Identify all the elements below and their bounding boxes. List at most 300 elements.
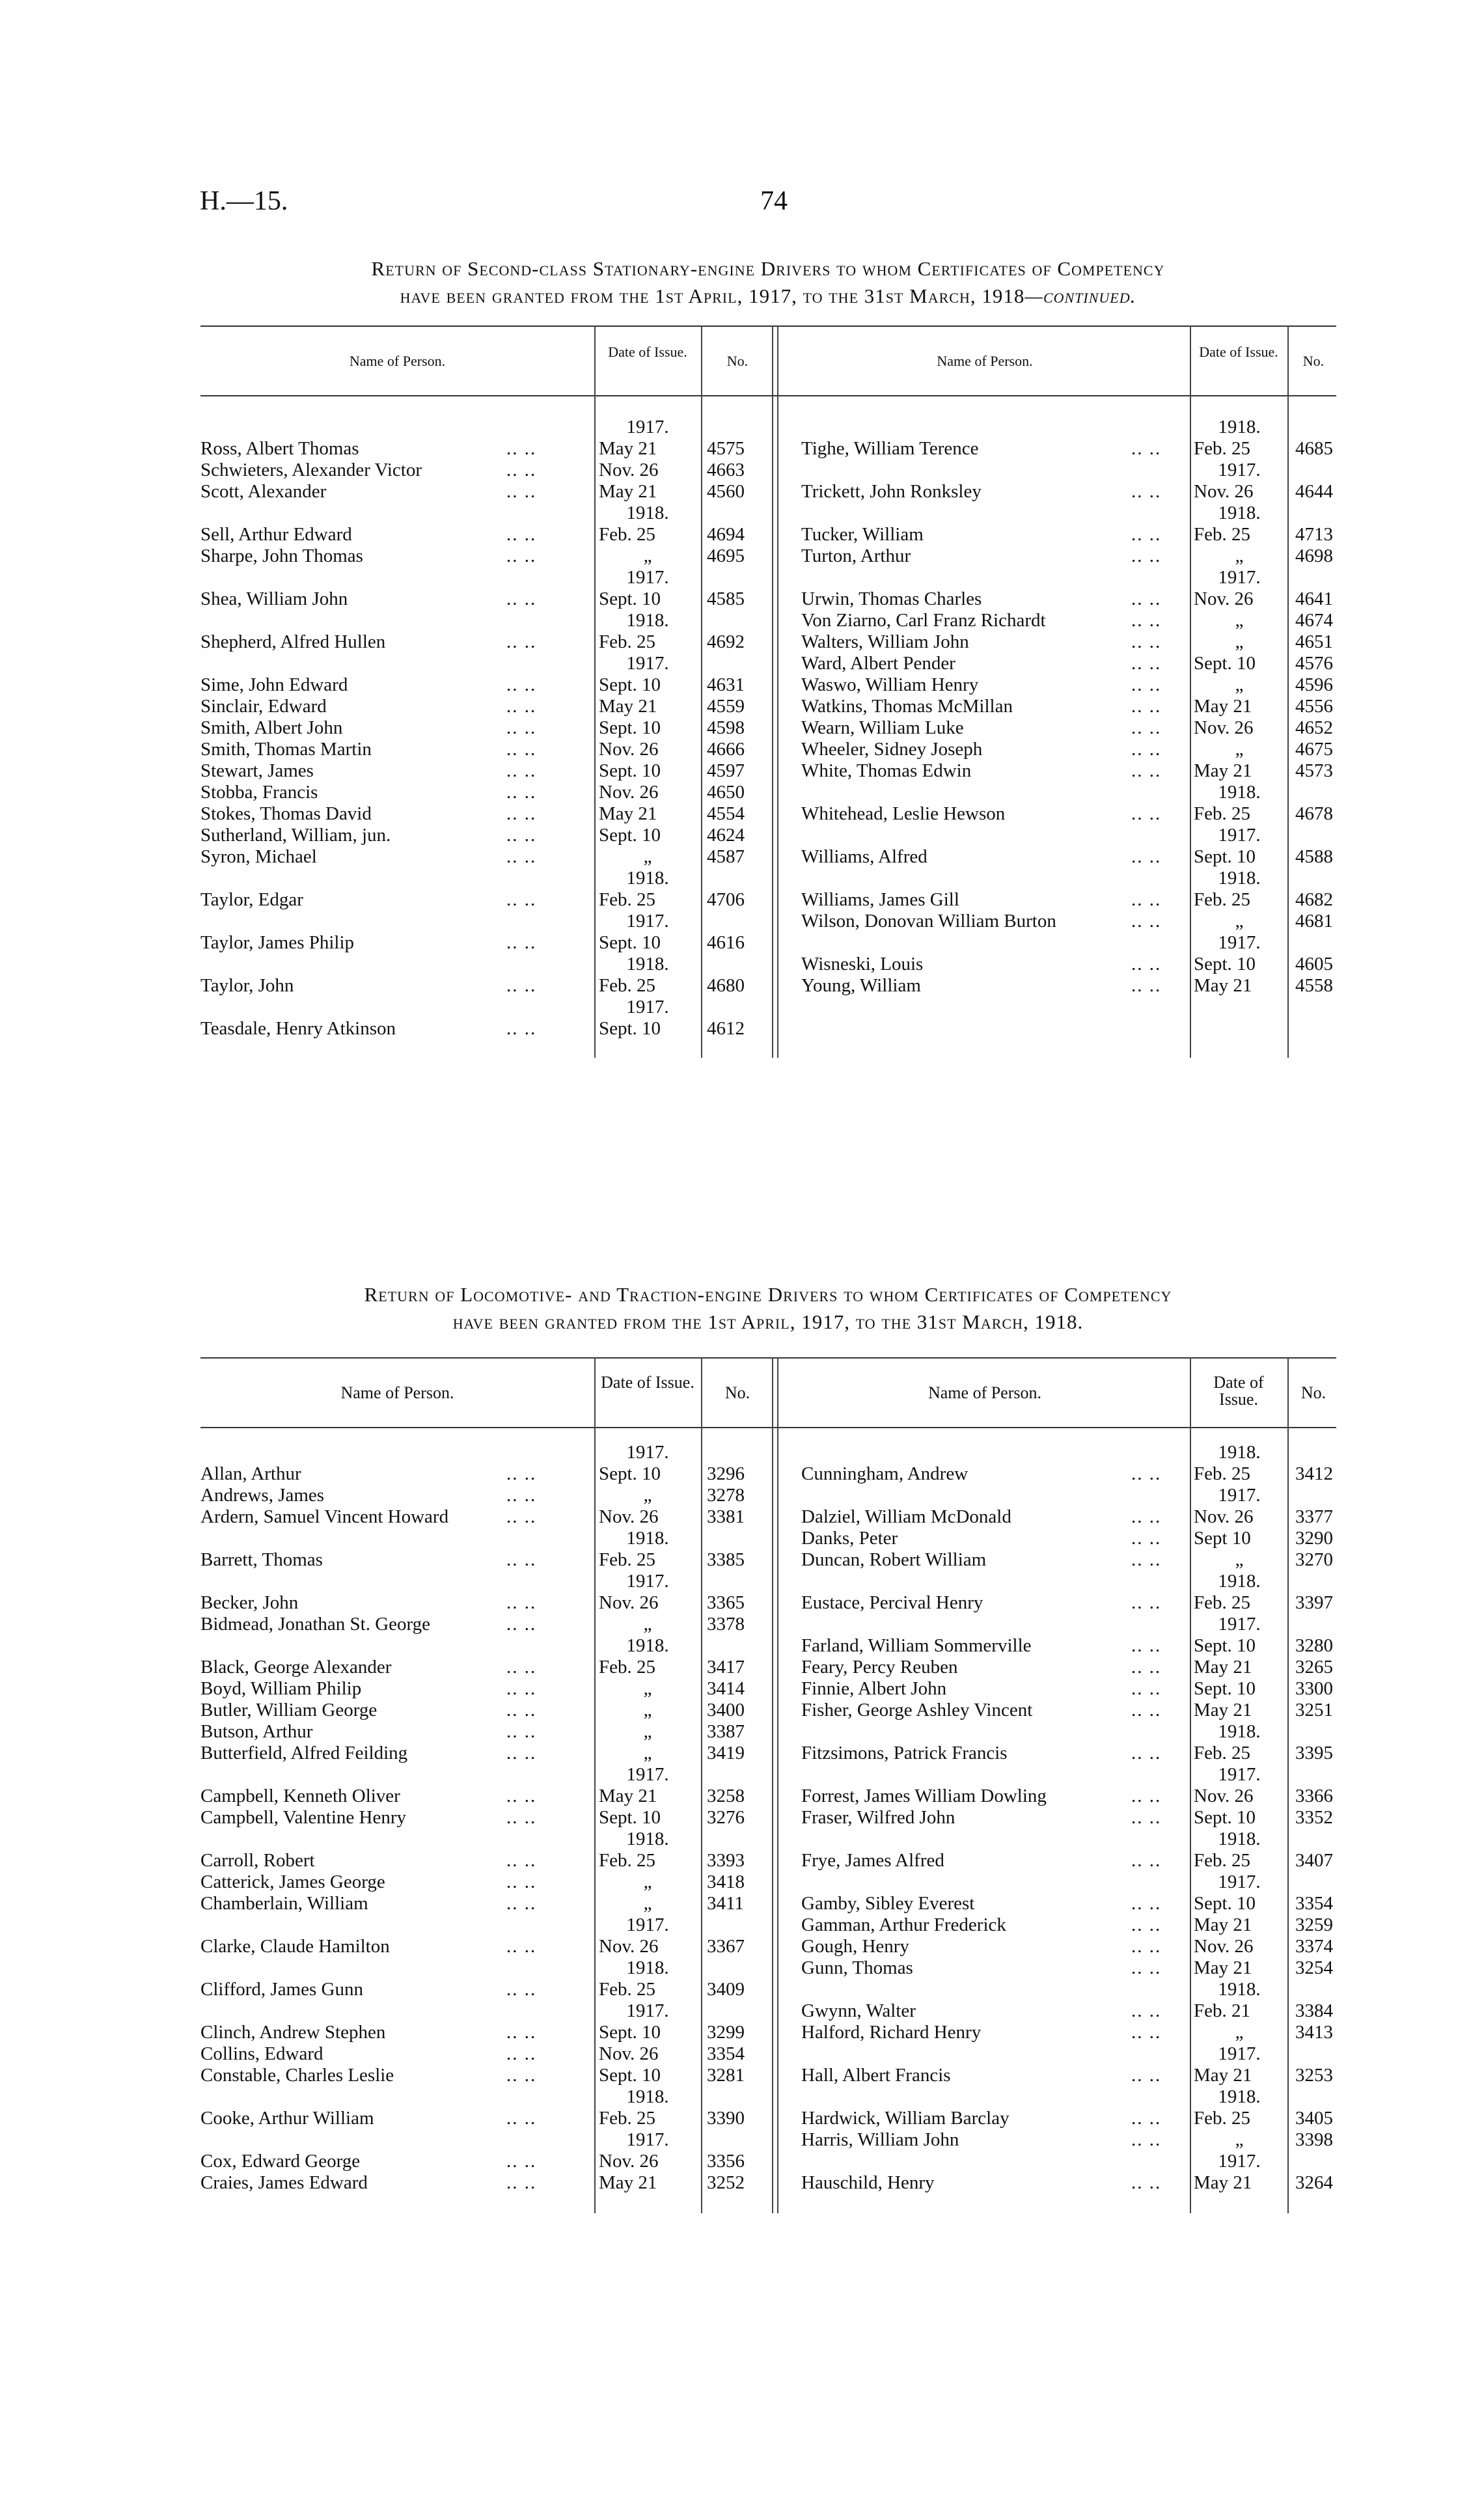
person-name: Campbell, Kenneth Oliver bbox=[200, 1786, 400, 1806]
leader-dots: .. .. bbox=[1131, 610, 1162, 631]
leader-dots: .. .. bbox=[506, 1786, 537, 1806]
person-name: Farland, William Sommerville bbox=[801, 1635, 1032, 1656]
certificate-number: 3405 bbox=[1295, 2108, 1333, 2129]
leader-dots: .. .. bbox=[1131, 1786, 1162, 1806]
leader-dots: .. .. bbox=[506, 1850, 537, 1871]
certificate-number: 3281 bbox=[707, 2065, 745, 2086]
issue-date: Feb. 25 bbox=[599, 524, 655, 545]
person-name: Von Ziarno, Carl Franz Richardt bbox=[801, 610, 1046, 631]
person-name: Barrett, Thomas bbox=[200, 1549, 323, 1570]
certificate-number: 3270 bbox=[1295, 1549, 1333, 1570]
person-name: Wheeler, Sidney Joseph bbox=[801, 739, 983, 760]
leader-dots: .. .. bbox=[1131, 846, 1162, 867]
person-name: Halford, Richard Henry bbox=[801, 2022, 982, 2043]
stationary-title-line2: have been granted from the 1st April, 1917, to the 31st March, 1918 bbox=[400, 284, 1025, 307]
person-name: Duncan, Robert William bbox=[801, 1549, 987, 1570]
certificate-number: 4652 bbox=[1295, 717, 1333, 738]
issue-date: Sept. 10 bbox=[1194, 1678, 1256, 1699]
locomotive-col-name-right: Name of Person. bbox=[928, 1383, 1041, 1402]
issue-date: „ bbox=[1235, 2022, 1244, 2043]
person-name: Cunningham, Andrew bbox=[801, 1463, 969, 1484]
locomotive-title-line1: Return of Locomotive- and Traction-engine Drivers to whom Certificates of Competency bbox=[364, 1283, 1172, 1306]
certificate-number: 4631 bbox=[707, 674, 745, 695]
year-heading: 1917. bbox=[1218, 1614, 1261, 1635]
person-name: Chamberlain, William bbox=[200, 1893, 368, 1914]
year-heading: 1918. bbox=[1218, 1979, 1261, 2000]
leader-dots: .. .. bbox=[506, 717, 537, 738]
issue-date: „ bbox=[643, 1893, 652, 1914]
leader-dots: .. .. bbox=[506, 2172, 537, 2193]
person-name: Urwin, Thomas Charles bbox=[801, 588, 982, 609]
person-name: Butler, William George bbox=[200, 1700, 378, 1720]
leader-dots: .. .. bbox=[506, 846, 537, 867]
person-name: Cooke, Arthur William bbox=[200, 2108, 374, 2129]
person-name: Shea, William John bbox=[200, 588, 348, 609]
leader-dots: .. .. bbox=[506, 2043, 537, 2064]
year-heading: 1917. bbox=[1218, 460, 1261, 480]
person-name: Turton, Arthur bbox=[801, 546, 911, 566]
certificate-number: 3384 bbox=[1295, 2000, 1333, 2021]
leader-dots: .. .. bbox=[1131, 1893, 1162, 1914]
certificate-number: 4596 bbox=[1295, 674, 1333, 695]
leader-dots: .. .. bbox=[506, 1485, 537, 1506]
issue-date: Feb. 25 bbox=[1194, 889, 1250, 910]
year-heading: 1917. bbox=[626, 1914, 669, 1935]
leader-dots: .. .. bbox=[1131, 438, 1162, 459]
locomotive-col-no-left: No. bbox=[724, 1383, 750, 1402]
person-name: Walters, William John bbox=[801, 631, 969, 652]
issue-date: „ bbox=[643, 1614, 652, 1635]
certificate-number: 3411 bbox=[707, 1893, 744, 1914]
leader-dots: .. .. bbox=[506, 739, 537, 760]
leader-dots: .. .. bbox=[1131, 1678, 1162, 1699]
certificate-number: 4573 bbox=[1295, 760, 1333, 781]
locomotive-col-name-left: Name of Person. bbox=[340, 1383, 454, 1402]
person-name: Finnie, Albert John bbox=[801, 1678, 947, 1699]
certificate-number: 4554 bbox=[707, 803, 745, 824]
certificate-number: 3397 bbox=[1295, 1592, 1333, 1613]
leader-dots: .. .. bbox=[1131, 1657, 1162, 1678]
leader-dots: .. .. bbox=[506, 1936, 537, 1957]
year-heading: 1918. bbox=[626, 503, 669, 523]
issue-date: Sept. 10 bbox=[599, 2022, 661, 2043]
leader-dots: .. .. bbox=[1131, 674, 1162, 695]
issue-date: Sept. 10 bbox=[1194, 954, 1256, 974]
certificate-number: 3280 bbox=[1295, 1635, 1333, 1656]
year-heading: 1917. bbox=[1218, 932, 1261, 953]
person-name: Wearn, William Luke bbox=[801, 717, 964, 738]
certificate-number: 4651 bbox=[1295, 631, 1333, 652]
issue-date: Sept. 10 bbox=[1194, 1893, 1256, 1914]
issue-date: „ bbox=[1235, 610, 1244, 631]
person-name: Catterick, James George bbox=[200, 1872, 385, 1892]
issue-date: Feb. 25 bbox=[599, 631, 655, 652]
year-heading: 1918. bbox=[1218, 1829, 1261, 1849]
person-name: Young, William bbox=[801, 975, 921, 996]
certificate-number: 3409 bbox=[707, 1979, 745, 2000]
certificate-number: 3258 bbox=[707, 1786, 745, 1806]
person-name: Ardern, Samuel Vincent Howard bbox=[200, 1506, 449, 1527]
certificate-number: 3253 bbox=[1295, 2065, 1333, 2086]
certificate-number: 4650 bbox=[707, 782, 745, 803]
certificate-number: 3300 bbox=[1295, 1678, 1333, 1699]
leader-dots: .. .. bbox=[1131, 1592, 1162, 1613]
person-name: Stokes, Thomas David bbox=[200, 803, 372, 824]
certificate-number: 4680 bbox=[707, 975, 745, 996]
person-name: Bidmead, Jonathan St. George bbox=[200, 1614, 431, 1635]
issue-date: Feb. 25 bbox=[1194, 1592, 1250, 1613]
issue-date: „ bbox=[1235, 546, 1244, 566]
certificate-number: 3390 bbox=[707, 2108, 745, 2129]
locomotive-col-date-left: Date of Issue. bbox=[601, 1373, 694, 1392]
issue-date: Sept. 10 bbox=[599, 825, 661, 846]
page-number: 74 bbox=[760, 186, 788, 216]
leader-dots: .. .. bbox=[506, 1893, 537, 1914]
certificate-number: 3412 bbox=[1295, 1463, 1333, 1484]
certificate-number: 4624 bbox=[707, 825, 745, 846]
person-name: Craies, James Edward bbox=[200, 2172, 368, 2193]
year-heading: 1918. bbox=[626, 868, 669, 889]
issue-date: Feb. 21 bbox=[1194, 2000, 1250, 2021]
year-heading: 1918. bbox=[626, 2086, 669, 2107]
leader-dots: .. .. bbox=[1131, 1549, 1162, 1570]
issue-date: Feb. 25 bbox=[1194, 803, 1250, 824]
certificate-number: 3278 bbox=[707, 1485, 745, 1506]
stationary-col-date-right: Date of Issue. bbox=[1199, 344, 1278, 360]
leader-dots: .. .. bbox=[506, 1506, 537, 1527]
issue-date: Nov. 26 bbox=[1194, 588, 1254, 609]
person-name: Feary, Percy Reuben bbox=[801, 1657, 958, 1678]
certificate-number: 4663 bbox=[707, 460, 745, 480]
issue-date: Nov. 26 bbox=[1194, 1786, 1254, 1806]
certificate-number: 4692 bbox=[707, 631, 745, 652]
issue-date: Nov. 26 bbox=[1194, 1506, 1254, 1527]
locomotive-title-line2: have been granted from the 1st April, 1917, to the 31st March, 1918. bbox=[452, 1310, 1084, 1333]
certificate-number: 4576 bbox=[1295, 653, 1333, 674]
person-name: Sime, John Edward bbox=[200, 674, 348, 695]
leader-dots: .. .. bbox=[1131, 889, 1162, 910]
issue-date: Sept. 10 bbox=[1194, 653, 1256, 674]
issue-date: Sept 10 bbox=[1194, 1528, 1251, 1549]
issue-date: May 21 bbox=[1194, 1914, 1252, 1935]
issue-date: May 21 bbox=[599, 481, 657, 502]
certificate-number: 3385 bbox=[707, 1549, 745, 1570]
person-name: Butterfield, Alfred Feilding bbox=[200, 1743, 408, 1763]
person-name: Taylor, John bbox=[200, 975, 294, 996]
year-heading: 1918. bbox=[1218, 503, 1261, 523]
certificate-number: 3254 bbox=[1295, 1957, 1333, 1978]
certificate-number: 3407 bbox=[1295, 1850, 1333, 1871]
certificate-number: 3259 bbox=[1295, 1914, 1333, 1935]
issue-date: May 21 bbox=[599, 696, 657, 717]
year-heading: 1917. bbox=[1218, 567, 1261, 588]
issue-date: Nov. 26 bbox=[1194, 1936, 1254, 1957]
stationary-col-no-left: No. bbox=[726, 353, 749, 369]
person-name: Black, George Alexander bbox=[200, 1657, 392, 1678]
certificate-number: 3378 bbox=[707, 1614, 745, 1635]
person-name: Danks, Peter bbox=[801, 1528, 898, 1549]
leader-dots: .. .. bbox=[1131, 739, 1162, 760]
issue-date: Feb. 25 bbox=[1194, 524, 1250, 545]
person-name: Gwynn, Walter bbox=[801, 2000, 916, 2021]
issue-date: Nov. 26 bbox=[599, 2043, 659, 2064]
person-name: Clifford, James Gunn bbox=[200, 1979, 363, 2000]
leader-dots: .. .. bbox=[1131, 1635, 1162, 1656]
issue-date: Feb. 25 bbox=[599, 2108, 655, 2129]
person-name: Cox, Edward George bbox=[200, 2151, 361, 2172]
issue-date: „ bbox=[643, 1721, 652, 1742]
person-name: Carroll, Robert bbox=[200, 1850, 315, 1871]
year-heading: 1918. bbox=[1218, 417, 1261, 437]
person-name: Tucker, William bbox=[801, 524, 924, 545]
certificate-number: 4597 bbox=[707, 760, 745, 781]
year-heading: 1918. bbox=[1218, 1721, 1261, 1742]
issue-date: Sept. 10 bbox=[599, 717, 661, 738]
certificate-number: 4558 bbox=[1295, 975, 1333, 996]
certificate-number: 3393 bbox=[707, 1850, 745, 1871]
issue-date: Sept. 10 bbox=[599, 1807, 661, 1828]
leader-dots: .. .. bbox=[506, 1463, 537, 1484]
leader-dots: .. .. bbox=[1131, 1850, 1162, 1871]
certificate-number: 4685 bbox=[1295, 438, 1333, 459]
issue-date: Nov. 26 bbox=[1194, 481, 1254, 502]
certificate-number: 4675 bbox=[1295, 739, 1333, 760]
stationary-table bbox=[200, 325, 1336, 1061]
person-name: Smith, Thomas Martin bbox=[200, 739, 372, 760]
issue-date: „ bbox=[643, 1743, 652, 1763]
certificate-number: 3413 bbox=[1295, 2022, 1333, 2043]
leader-dots: .. .. bbox=[506, 438, 537, 459]
person-name: Campbell, Valentine Henry bbox=[200, 1807, 406, 1828]
leader-dots: .. .. bbox=[506, 1678, 537, 1699]
leader-dots: .. .. bbox=[1131, 760, 1162, 781]
certificate-number: 4674 bbox=[1295, 610, 1333, 631]
issue-date: Nov. 26 bbox=[599, 739, 659, 760]
person-name: Syron, Michael bbox=[200, 846, 317, 867]
certificate-number: 3352 bbox=[1295, 1807, 1333, 1828]
leader-dots: .. .. bbox=[506, 2065, 537, 2086]
leader-dots: .. .. bbox=[1131, 975, 1162, 996]
leader-dots: .. .. bbox=[506, 1872, 537, 1892]
leader-dots: .. .. bbox=[506, 1721, 537, 1742]
certificate-number: 4559 bbox=[707, 696, 745, 717]
year-heading: 1918. bbox=[626, 1957, 669, 1978]
leader-dots: .. .. bbox=[506, 1018, 537, 1039]
person-name: Stobba, Francis bbox=[200, 782, 318, 803]
locomotive-title bbox=[186, 1281, 1351, 1336]
person-name: Teasdale, Henry Atkinson bbox=[200, 1018, 396, 1039]
leader-dots: .. .. bbox=[1131, 1743, 1162, 1763]
leader-dots: .. .. bbox=[1131, 954, 1162, 974]
certificate-number: 3251 bbox=[1295, 1700, 1333, 1720]
person-name: Hall, Albert Francis bbox=[801, 2065, 951, 2086]
person-name: Waswo, William Henry bbox=[801, 674, 979, 695]
person-name: Hauschild, Henry bbox=[801, 2172, 935, 2193]
person-name: Constable, Charles Leslie bbox=[200, 2065, 394, 2086]
leader-dots: .. .. bbox=[1131, 2129, 1162, 2150]
person-name: Andrews, James bbox=[200, 1485, 325, 1506]
leader-dots: .. .. bbox=[506, 696, 537, 717]
person-name: Scott, Alexander bbox=[200, 481, 327, 502]
person-name: Sell, Arthur Edward bbox=[200, 524, 352, 545]
issue-date: Feb. 25 bbox=[1194, 1850, 1250, 1871]
issue-date: Nov. 26 bbox=[599, 1506, 659, 1527]
issue-date: „ bbox=[643, 1872, 652, 1892]
person-name: Hardwick, William Barclay bbox=[801, 2108, 1010, 2129]
certificate-number: 4678 bbox=[1295, 803, 1333, 824]
issue-date: May 21 bbox=[1194, 2065, 1252, 2086]
year-heading: 1917. bbox=[626, 997, 669, 1017]
person-name: Whitehead, Leslie Hewson bbox=[801, 803, 1006, 824]
certificate-number: 4698 bbox=[1295, 546, 1333, 566]
leader-dots: .. .. bbox=[1131, 1957, 1162, 1978]
issue-date: Feb. 25 bbox=[599, 1657, 655, 1678]
person-name: Shepherd, Alfred Hullen bbox=[200, 631, 386, 652]
certificate-number: 3356 bbox=[707, 2151, 745, 2172]
certificate-number: 3377 bbox=[1295, 1506, 1333, 1527]
issue-date: „ bbox=[1235, 1549, 1244, 1570]
certificate-number: 3265 bbox=[1295, 1657, 1333, 1678]
leader-dots: .. .. bbox=[506, 674, 537, 695]
issue-date: Sept. 10 bbox=[599, 760, 661, 781]
year-heading: 1917. bbox=[1218, 1764, 1261, 1785]
issue-date: „ bbox=[1235, 674, 1244, 695]
issue-date: Sept. 10 bbox=[599, 674, 661, 695]
year-heading: 1917. bbox=[626, 1571, 669, 1592]
issue-date: Feb. 25 bbox=[1194, 438, 1250, 459]
year-heading: 1917. bbox=[626, 1442, 669, 1463]
issue-date: Sept. 10 bbox=[599, 1463, 661, 1484]
leader-dots: .. .. bbox=[1131, 588, 1162, 609]
leader-dots: .. .. bbox=[1131, 1463, 1162, 1484]
leader-dots: .. .. bbox=[1131, 1807, 1162, 1828]
issue-date: Nov. 26 bbox=[599, 2151, 659, 2172]
person-name: Wisneski, Louis bbox=[801, 954, 924, 974]
year-heading: 1917. bbox=[1218, 1485, 1261, 1506]
person-name: Ward, Albert Pender bbox=[801, 653, 955, 674]
certificate-number: 3296 bbox=[707, 1463, 745, 1484]
person-name: Taylor, James Philip bbox=[200, 932, 355, 953]
leader-dots: .. .. bbox=[1131, 631, 1162, 652]
certificate-number: 4695 bbox=[707, 546, 745, 566]
stationary-col-name-left: Name of Person. bbox=[349, 353, 446, 369]
certificate-number: 3418 bbox=[707, 1872, 745, 1892]
leader-dots: .. .. bbox=[506, 1549, 537, 1570]
leader-dots: .. .. bbox=[1131, 2172, 1162, 2193]
leader-dots: .. .. bbox=[506, 1592, 537, 1613]
stationary-title-continued: —continued. bbox=[1024, 284, 1136, 307]
issue-date: Nov. 26 bbox=[599, 782, 659, 803]
issue-date: „ bbox=[643, 546, 652, 566]
year-heading: 1918. bbox=[626, 1528, 669, 1549]
certificate-number: 4706 bbox=[707, 889, 745, 910]
issue-date: Feb. 25 bbox=[599, 1850, 655, 1871]
year-heading: 1918. bbox=[626, 1635, 669, 1656]
person-name: Collins, Edward bbox=[200, 2043, 323, 2064]
person-name: Eustace, Percival Henry bbox=[801, 1592, 983, 1613]
person-name: Becker, John bbox=[200, 1592, 299, 1613]
leader-dots: .. .. bbox=[506, 2108, 537, 2129]
person-name: Forrest, James William Dowling bbox=[801, 1786, 1047, 1806]
issue-date: May 21 bbox=[1194, 975, 1252, 996]
stationary-col-name-right: Name of Person. bbox=[937, 353, 1033, 369]
certificate-number: 4575 bbox=[707, 438, 745, 459]
issue-date: „ bbox=[1235, 911, 1244, 932]
person-name: Gough, Henry bbox=[801, 1936, 909, 1957]
certificate-number: 4682 bbox=[1295, 889, 1333, 910]
certificate-number: 3381 bbox=[707, 1506, 745, 1527]
person-name: Sutherland, William, jun. bbox=[200, 825, 391, 846]
person-name: Boyd, William Philip bbox=[200, 1678, 362, 1699]
certificate-number: 3264 bbox=[1295, 2172, 1333, 2193]
certificate-number: 4612 bbox=[707, 1018, 745, 1039]
year-heading: 1918. bbox=[1218, 1571, 1261, 1592]
person-name: Allan, Arthur bbox=[200, 1463, 301, 1484]
leader-dots: .. .. bbox=[506, 782, 537, 803]
person-name: Stewart, James bbox=[200, 760, 314, 781]
person-name: Gamby, Sibley Everest bbox=[801, 1893, 975, 1914]
year-heading: 1918. bbox=[626, 610, 669, 631]
person-name: White, Thomas Edwin bbox=[801, 760, 972, 781]
certificate-number: 4644 bbox=[1295, 481, 1333, 502]
issue-date: Sept. 10 bbox=[599, 932, 661, 953]
certificate-number: 4556 bbox=[1295, 696, 1333, 717]
leader-dots: .. .. bbox=[1131, 2108, 1162, 2129]
issue-date: May 21 bbox=[1194, 1657, 1252, 1678]
leader-dots: .. .. bbox=[506, 1700, 537, 1720]
year-heading: 1917. bbox=[626, 1764, 669, 1785]
stationary-col-date-left: Date of Issue. bbox=[608, 344, 687, 360]
certificate-number: 3387 bbox=[707, 1721, 745, 1742]
leader-dots: .. .. bbox=[1131, 2022, 1162, 2043]
certificate-number: 4694 bbox=[707, 524, 745, 545]
leader-dots: .. .. bbox=[1131, 1506, 1162, 1527]
leader-dots: .. .. bbox=[1131, 1528, 1162, 1549]
year-heading: 1917. bbox=[1218, 825, 1261, 846]
person-name: Wilson, Donovan William Burton bbox=[801, 911, 1056, 932]
leader-dots: .. .. bbox=[1131, 803, 1162, 824]
issue-date: Feb. 25 bbox=[1194, 1463, 1250, 1484]
year-heading: 1917. bbox=[1218, 2151, 1261, 2172]
leader-dots: .. .. bbox=[1131, 2065, 1162, 2086]
issue-date: Feb. 25 bbox=[1194, 2108, 1250, 2129]
certificate-number: 3354 bbox=[1295, 1893, 1333, 1914]
leader-dots: .. .. bbox=[506, 2151, 537, 2172]
leader-dots: .. .. bbox=[506, 631, 537, 652]
leader-dots: .. .. bbox=[506, 825, 537, 846]
person-name: Williams, James Gill bbox=[801, 889, 959, 910]
issue-date: Feb. 25 bbox=[599, 1549, 655, 1570]
leader-dots: .. .. bbox=[506, 481, 537, 502]
certificate-number: 4616 bbox=[707, 932, 745, 953]
person-name: Taylor, Edgar bbox=[200, 889, 303, 910]
certificate-number: 3299 bbox=[707, 2022, 745, 2043]
year-heading: 1917. bbox=[1218, 1872, 1261, 1892]
leader-dots: .. .. bbox=[506, 546, 537, 566]
page-series: H.—15. bbox=[200, 186, 288, 216]
person-name: Clinch, Andrew Stephen bbox=[200, 2022, 386, 2043]
person-name: Ross, Albert Thomas bbox=[200, 438, 359, 459]
year-heading: 1917. bbox=[1218, 2043, 1261, 2064]
leader-dots: .. .. bbox=[506, 1807, 537, 1828]
certificate-number: 3374 bbox=[1295, 1936, 1333, 1957]
stationary-title bbox=[186, 255, 1351, 310]
certificate-number: 3417 bbox=[707, 1657, 745, 1678]
certificate-number: 3290 bbox=[1295, 1528, 1333, 1549]
person-name: Clarke, Claude Hamilton bbox=[200, 1936, 390, 1957]
person-name: Williams, Alfred bbox=[801, 846, 928, 867]
locomotive-col-no-right: No. bbox=[1300, 1383, 1326, 1402]
